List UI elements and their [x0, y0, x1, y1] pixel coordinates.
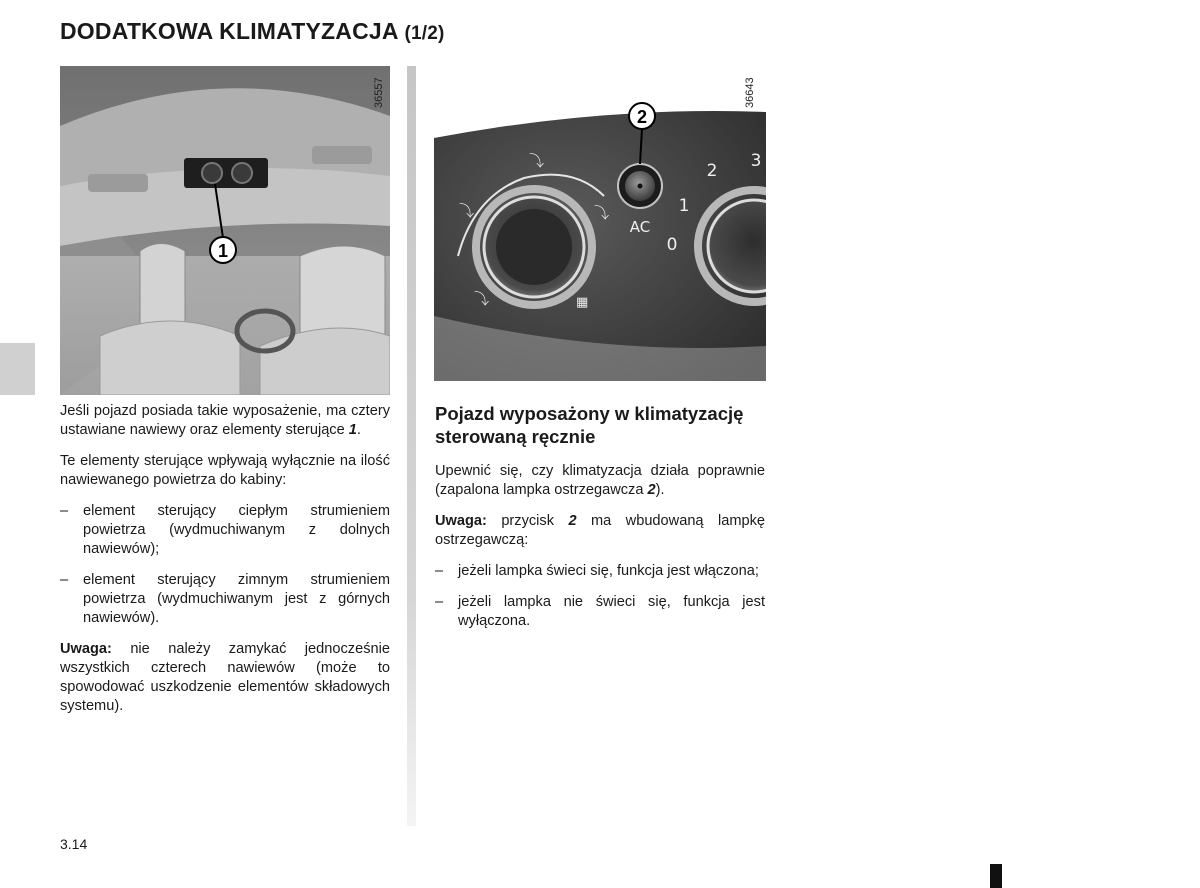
chapter-tab	[0, 343, 35, 395]
page-number: 3.14	[60, 836, 88, 852]
page-corner-mark	[990, 864, 1002, 888]
section-heading: Pojazd wyposażony w klimatyzację sterowaną ręcznie	[435, 403, 744, 447]
intro-paragraph: Jeśli pojazd posiada takie wyposażenie, ma cztery ustawiane nawiewy oraz elementy sterujące 1.	[60, 403, 390, 438]
svg-text:⤵: ⤵	[529, 152, 545, 170]
fan-speed-2: 2	[706, 161, 718, 181]
controls-paragraph: Te elementy sterujące wpływają wyłącznie na ilość nawiewanego powietrza do kabiny:	[60, 453, 390, 488]
note-paragraph: Uwaga: nie należy zamykać jednocześnie wszystkich czterech nawiewów (może to spowodować uszkodzenie elementów składowych systemu).	[60, 641, 390, 714]
cabin-photo	[60, 66, 390, 395]
list-item: – jeżeli lampka świeci się, funkcja jest włączona;	[435, 563, 759, 579]
fan-speed-0: 0	[666, 235, 678, 255]
svg-text:▦: ▦	[576, 295, 589, 310]
note-paragraph: Uwaga: przycisk 2 ma wbudowaną lampkę ostrzegawczą:	[435, 513, 766, 548]
ac-label: AC	[629, 218, 651, 236]
figure-id: 36643	[744, 77, 756, 108]
svg-text:⤵: ⤵	[594, 204, 610, 222]
figure-ac-panel	[434, 66, 766, 388]
fan-speed-3: 3	[750, 151, 762, 171]
title-main: DODATKOWA KLIMATYZACJA	[60, 18, 398, 44]
right-text-column	[435, 402, 765, 643]
left-text-column	[60, 402, 390, 728]
title-part: (1/2)	[404, 23, 445, 44]
list-item: – element sterujący zimnym strumieniem powietrza (wydmuchiwanym jest z górnych nawiewów).	[60, 572, 390, 626]
svg-text:⤵: ⤵	[474, 290, 490, 308]
check-paragraph: Upewnić się, czy klimatyzacja działa poprawnie (zapalona lampka ostrzegawcza 2).	[435, 463, 765, 498]
callout-1: 1	[217, 241, 229, 261]
callout-2: 2	[636, 107, 648, 127]
list-item: – element sterujący ciepłym strumieniem powietrza (wydmuchiwanym z dolnych nawiewów);	[60, 503, 390, 557]
figure-id: 36557	[373, 77, 385, 108]
fan-speed-1: 1	[678, 196, 690, 216]
figure-cabin-vents	[60, 66, 390, 395]
ac-panel-photo	[434, 66, 766, 388]
column-divider	[407, 66, 416, 826]
list-item: – jeżeli lampka nie świeci się, funkcja jest wyłączona.	[435, 594, 765, 629]
svg-text:⤵: ⤵	[459, 202, 475, 220]
page-title	[60, 18, 445, 45]
